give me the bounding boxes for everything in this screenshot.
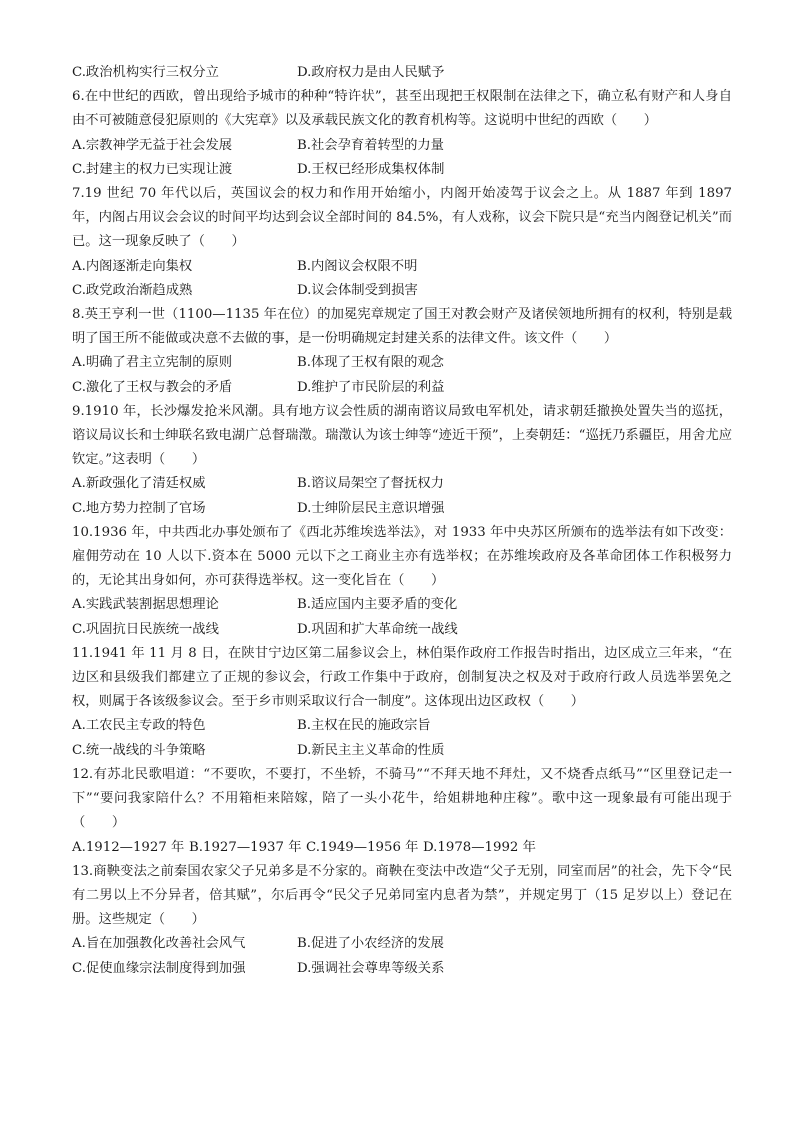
option-a: A.明确了君主立宪制的原则 — [72, 355, 233, 371]
option-row — [72, 593, 732, 617]
option-c: C.统一战线的斗争策略 — [72, 742, 206, 758]
question-stem: 12.有苏北民歌唱道：“不要吹，不要打，不坐轿，不骑马”“不拜天地不拜灶，又不烧香点纸马”“区里登记走一下”“要问我家陪什么？不用箱柜来陪嫁，陪了一头小花牛，给姐耕地种庄稼”。歌中这一现象最有可能出现于（ ） — [72, 766, 732, 831]
question-q9 — [72, 400, 732, 521]
question-q7 — [72, 182, 732, 303]
question-stem: 11.1941 年 11 月 8 日，在陕甘宁边区第二届参议会上，林伯渠作政府工作报告时指出，边区成立三年来，“在边区和县级我们都建立了正规的参议会，行政工作集中于政府，创制复决之权及对于政府行政人员选举罢免之权，则属于各该级参议会。至于乡市则采取议行合一制度”。这体现出边区政权（ ） — [72, 645, 732, 710]
option-row — [72, 351, 732, 375]
option-b: B.促进了小农经济的发展 — [297, 936, 444, 952]
option-d: D.强调社会尊卑等级关系 — [297, 960, 445, 976]
option-b: B.1927—1937 年 — [189, 839, 302, 855]
option-c: C.促使血缘宗法制度得到加强 — [72, 960, 246, 976]
option-d: D.1978—1992 年 — [423, 839, 536, 855]
option-row — [72, 932, 732, 956]
question-stem: 13.商鞅变法之前秦国农家父子兄弟多是不分家的。商鞅在变法中改造“父子无别，同室而居”的社会，先下令“民有二男以上不分异者，倍其赋”，尔后再令“民父子兄弟同室内息者为禁”，并规定男丁（15 足岁以上）登记在册。这些规定（ ） — [72, 863, 732, 928]
option-row — [72, 376, 732, 400]
option-c: C.激化了王权与教会的矛盾 — [72, 379, 233, 395]
option-a: A.旨在加强教化改善社会风气 — [72, 936, 246, 952]
option-row — [72, 957, 732, 981]
option-row — [72, 158, 732, 182]
question-stem: 6.在中世纪的西欧，曾出现给予城市的种种“特许状”，甚至出现把王权限制在法律之下，确立私有财产和人身自由不可被随意侵犯原则的《大宪章》以及承载民族文化的教育机构等。这说明中世纪的西欧（ ） — [72, 89, 732, 129]
question-stem: 8.英王亨利一世（1100—1135 年在位）的加冕宪章规定了国王对教会财产及诸侯领地所拥有的权利，特别是载明了国王所不能做或决意不去做的事，是一份明确规定封建关系的法律文件。该文件（ ） — [72, 307, 732, 347]
option-b: B.内阁议会权限不明 — [297, 258, 418, 274]
option-row — [72, 472, 732, 496]
option-d: D.巩固和扩大革命统一战线 — [297, 621, 458, 637]
option-a: A.宗教神学无益于社会发展 — [72, 137, 233, 153]
option-a: A.内阁逐渐走向集权 — [72, 258, 193, 274]
option-d: D.新民主主义革命的性质 — [297, 742, 445, 758]
option-c: C.巩固抗日民族统一战线 — [72, 621, 219, 637]
option-d: D.政府权力是由人民赋予 — [297, 65, 445, 80]
option-c: C.1949—1956 年 — [306, 839, 419, 855]
option-c: C.封建主的权力已实现让渡 — [72, 161, 233, 177]
option-c: C.政党政治渐趋成熟 — [72, 282, 193, 298]
option-c: C.政治机构实行三权分立 — [72, 65, 219, 80]
question-q10 — [72, 521, 732, 642]
option-row — [72, 618, 732, 642]
option-b: B.社会孕育着转型的力量 — [297, 137, 444, 153]
option-a: A.新政强化了清廷权威 — [72, 476, 206, 492]
option-d: D.议会体制受到损害 — [297, 282, 418, 298]
option-d: D.士绅阶层民主意识增强 — [297, 500, 445, 516]
question-q11 — [72, 642, 732, 763]
exam-page — [72, 61, 732, 981]
question-q12 — [72, 763, 732, 860]
option-row — [72, 739, 732, 763]
question-stem: 9.1910 年，长沙爆发抢米风潮。具有地方议会性质的湖南谘议局致电军机处，请求朝廷撤换处置失当的巡抚，谘议局议长和士绅联名致电湖广总督瑞澂。瑞澂认为该士绅等“迹近干预”，上奏朝廷：“巡抚乃系疆臣，用舍尤应钦定。”这表明（ ） — [72, 403, 732, 468]
question-q6 — [72, 85, 732, 182]
option-a: A.工农民主专政的特色 — [72, 718, 206, 734]
option-d: D.王权已经形成集权体制 — [297, 161, 445, 177]
option-row — [72, 61, 732, 85]
option-b: B.体现了王权有限的观念 — [297, 355, 444, 371]
option-b: B.主权在民的施政宗旨 — [297, 718, 431, 734]
option-row — [72, 836, 732, 860]
option-a: A.1912—1927 年 — [72, 839, 185, 855]
option-a: A.实践武装割据思想理论 — [72, 597, 219, 613]
option-row — [72, 714, 732, 738]
option-d: D.维护了市民阶层的利益 — [297, 379, 445, 395]
question-q13 — [72, 860, 732, 981]
question-q8 — [72, 303, 732, 400]
question-stem: 10.1936 年，中共西北办事处颁布了《西北苏维埃选举法》，对 1933 年中央苏区所颁布的选举法有如下改变：雇佣劳动在 10 人以下.资本在 5000 元以下之工商业主亦有选举权；在苏维埃政府及各革命团体工作积极努力的，无论其出身如何，亦可获得选举权。这一变化旨在（ ） — [72, 524, 732, 589]
option-b: B.适应国内主要矛盾的变化 — [297, 597, 458, 613]
option-row — [72, 279, 732, 303]
question-stem: 7.19 世纪 70 年代以后，英国议会的权力和作用开始缩小，内阁开始凌驾于议会之上。从 1887 年到 1897 年，内阁占用议会会议的时间平均达到会议全部时间的 84.5%，有人戏称，议会下院只是“充当内阁登记机关”而已。这一现象反映了（ ） — [72, 186, 732, 250]
question-q5-tail — [72, 61, 732, 85]
option-row — [72, 255, 732, 279]
option-row — [72, 497, 732, 521]
option-c: C.地方势力控制了官场 — [72, 500, 206, 516]
option-row — [72, 134, 732, 158]
option-b: B.谘议局架空了督抚权力 — [297, 476, 444, 492]
